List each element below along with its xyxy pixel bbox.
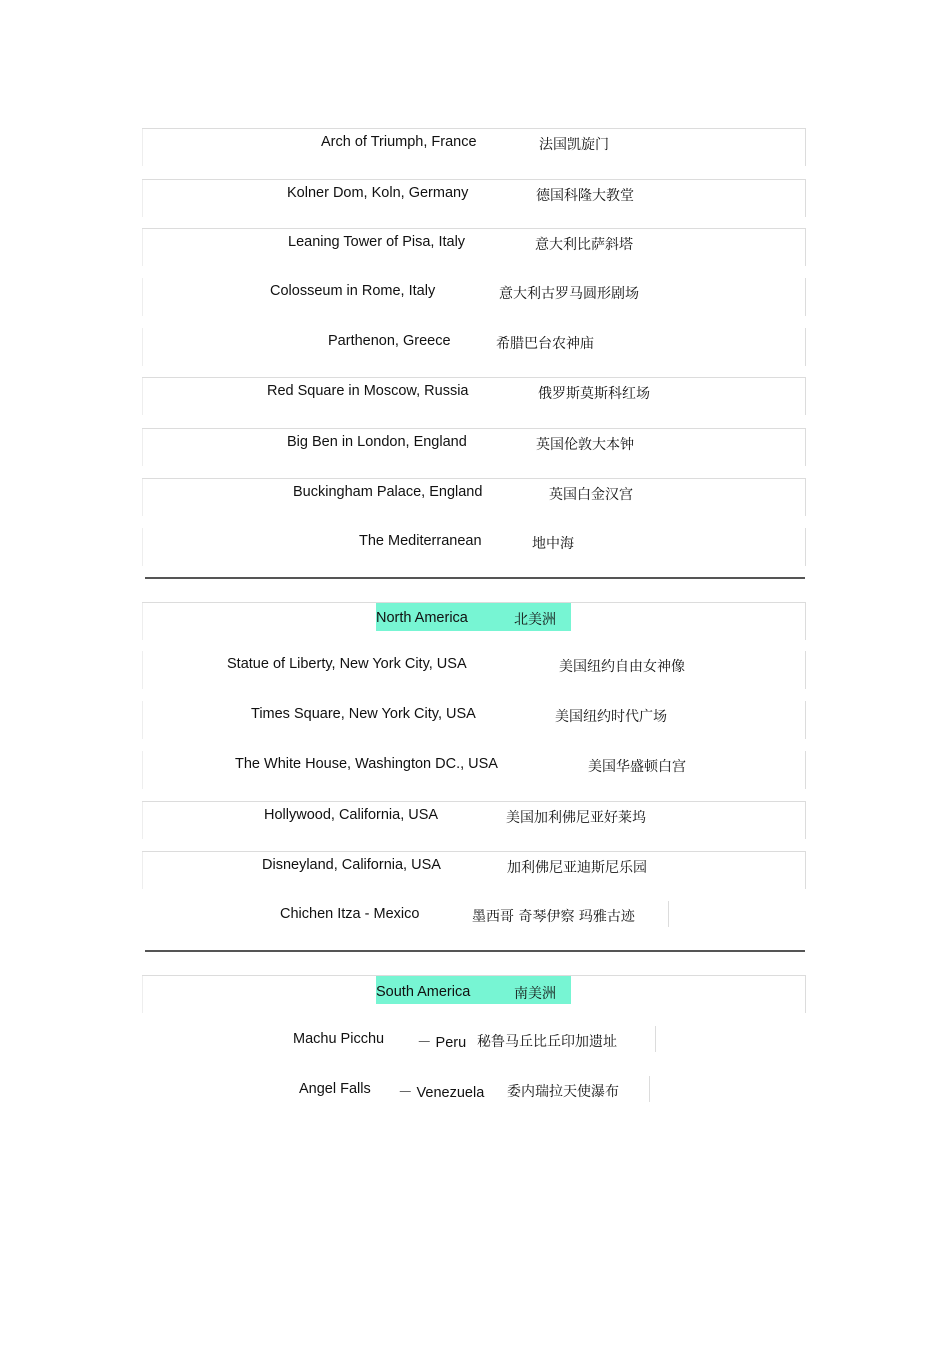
landmark-name-en: Arch of Triumph, France (321, 134, 477, 150)
section-heading-row (142, 975, 806, 1013)
landmark-name-en: Disneyland, California, USA (262, 857, 441, 873)
section-heading-en: North America (376, 610, 468, 626)
section-heading-zh: 南美洲 (514, 986, 556, 1002)
landmark-name-en: Hollywood, California, USA (264, 807, 439, 823)
landmark-name-en: Colosseum in Rome, Italy (270, 283, 436, 299)
table-row (142, 1026, 806, 1064)
landmark-name-zh: 法国凯旋门 (539, 137, 609, 153)
cell-border (649, 1076, 650, 1102)
table-row (142, 179, 806, 217)
landmark-name-en: Buckingham Palace, England (293, 484, 483, 500)
landmark-name-en: Statue of Liberty, New York City, USA (227, 656, 467, 672)
table-row (142, 651, 806, 689)
landmark-name-zh: 美国纽约时代广场 (555, 709, 667, 725)
landmark-name-en: Kolner Dom, Koln, Germany (287, 185, 469, 201)
landmark-name-en: The White House, Washington DC., USA (235, 756, 498, 772)
table-row (142, 328, 806, 366)
table-row (142, 228, 806, 266)
section-divider (145, 950, 805, 952)
landmark-name-zh: 希腊巴台农神庙 (496, 336, 594, 352)
landmark-name-zh: 美国纽约自由女神像 (559, 659, 685, 675)
landmark-name-zh: 地中海 (532, 536, 574, 552)
table-row (142, 701, 806, 739)
table-row (142, 128, 806, 166)
landmark-name-en: Leaning Tower of Pisa, Italy (288, 234, 466, 250)
table-row (142, 751, 806, 789)
section-divider (145, 577, 805, 579)
landmark-country-en: － Peru (417, 1035, 467, 1051)
landmark-name-en: Times Square, New York City, USA (251, 706, 476, 722)
table-row (142, 377, 806, 415)
landmark-name-en: Big Ben in London, England (287, 434, 467, 450)
table-row (142, 901, 806, 939)
landmark-name-zh: 委内瑞拉天使瀑布 (507, 1084, 619, 1100)
table-row (142, 428, 806, 466)
landmark-name-en: Chichen Itza - Mexico (280, 906, 420, 922)
landmark-name-en: Machu Picchu (293, 1031, 385, 1047)
landmark-country-en: － Venezuela (398, 1085, 485, 1101)
landmark-name-zh: 英国伦敦大本钟 (536, 437, 634, 453)
landmark-name-zh: 美国加利佛尼亚好莱坞 (506, 810, 646, 826)
section-heading-row (142, 602, 806, 640)
landmark-name-zh: 美国华盛顿白宫 (588, 759, 686, 775)
landmark-name-en: Parthenon, Greece (328, 333, 451, 349)
landmark-name-zh: 意大利比萨斜塔 (535, 237, 633, 253)
landmark-name-zh: 墨西哥 奇琴伊察 玛雅古迹 (472, 909, 635, 925)
landmark-name-zh: 英国白金汉宫 (549, 487, 633, 503)
landmark-name-zh: 德国科隆大教堂 (536, 188, 634, 204)
landmark-name-zh: 秘鲁马丘比丘印加遗址 (477, 1034, 617, 1050)
table-row (142, 278, 806, 316)
cell-border (668, 901, 669, 927)
landmark-name-en: Angel Falls (299, 1081, 371, 1097)
landmark-name-en: Red Square in Moscow, Russia (267, 383, 469, 399)
cell-border (655, 1026, 656, 1052)
table-row (142, 851, 806, 889)
landmark-name-en: The Mediterranean (359, 533, 482, 549)
table-row (142, 1076, 806, 1114)
table-row (142, 801, 806, 839)
section-heading-en: South America (376, 984, 471, 1000)
section-heading-zh: 北美洲 (514, 612, 556, 628)
table-row (142, 478, 806, 516)
landmark-name-zh: 意大利古罗马圆形剧场 (499, 286, 639, 302)
landmark-name-zh: 加利佛尼亚迪斯尼乐园 (507, 860, 647, 876)
table-row (142, 528, 806, 566)
landmark-name-zh: 俄罗斯莫斯科红场 (538, 386, 650, 402)
